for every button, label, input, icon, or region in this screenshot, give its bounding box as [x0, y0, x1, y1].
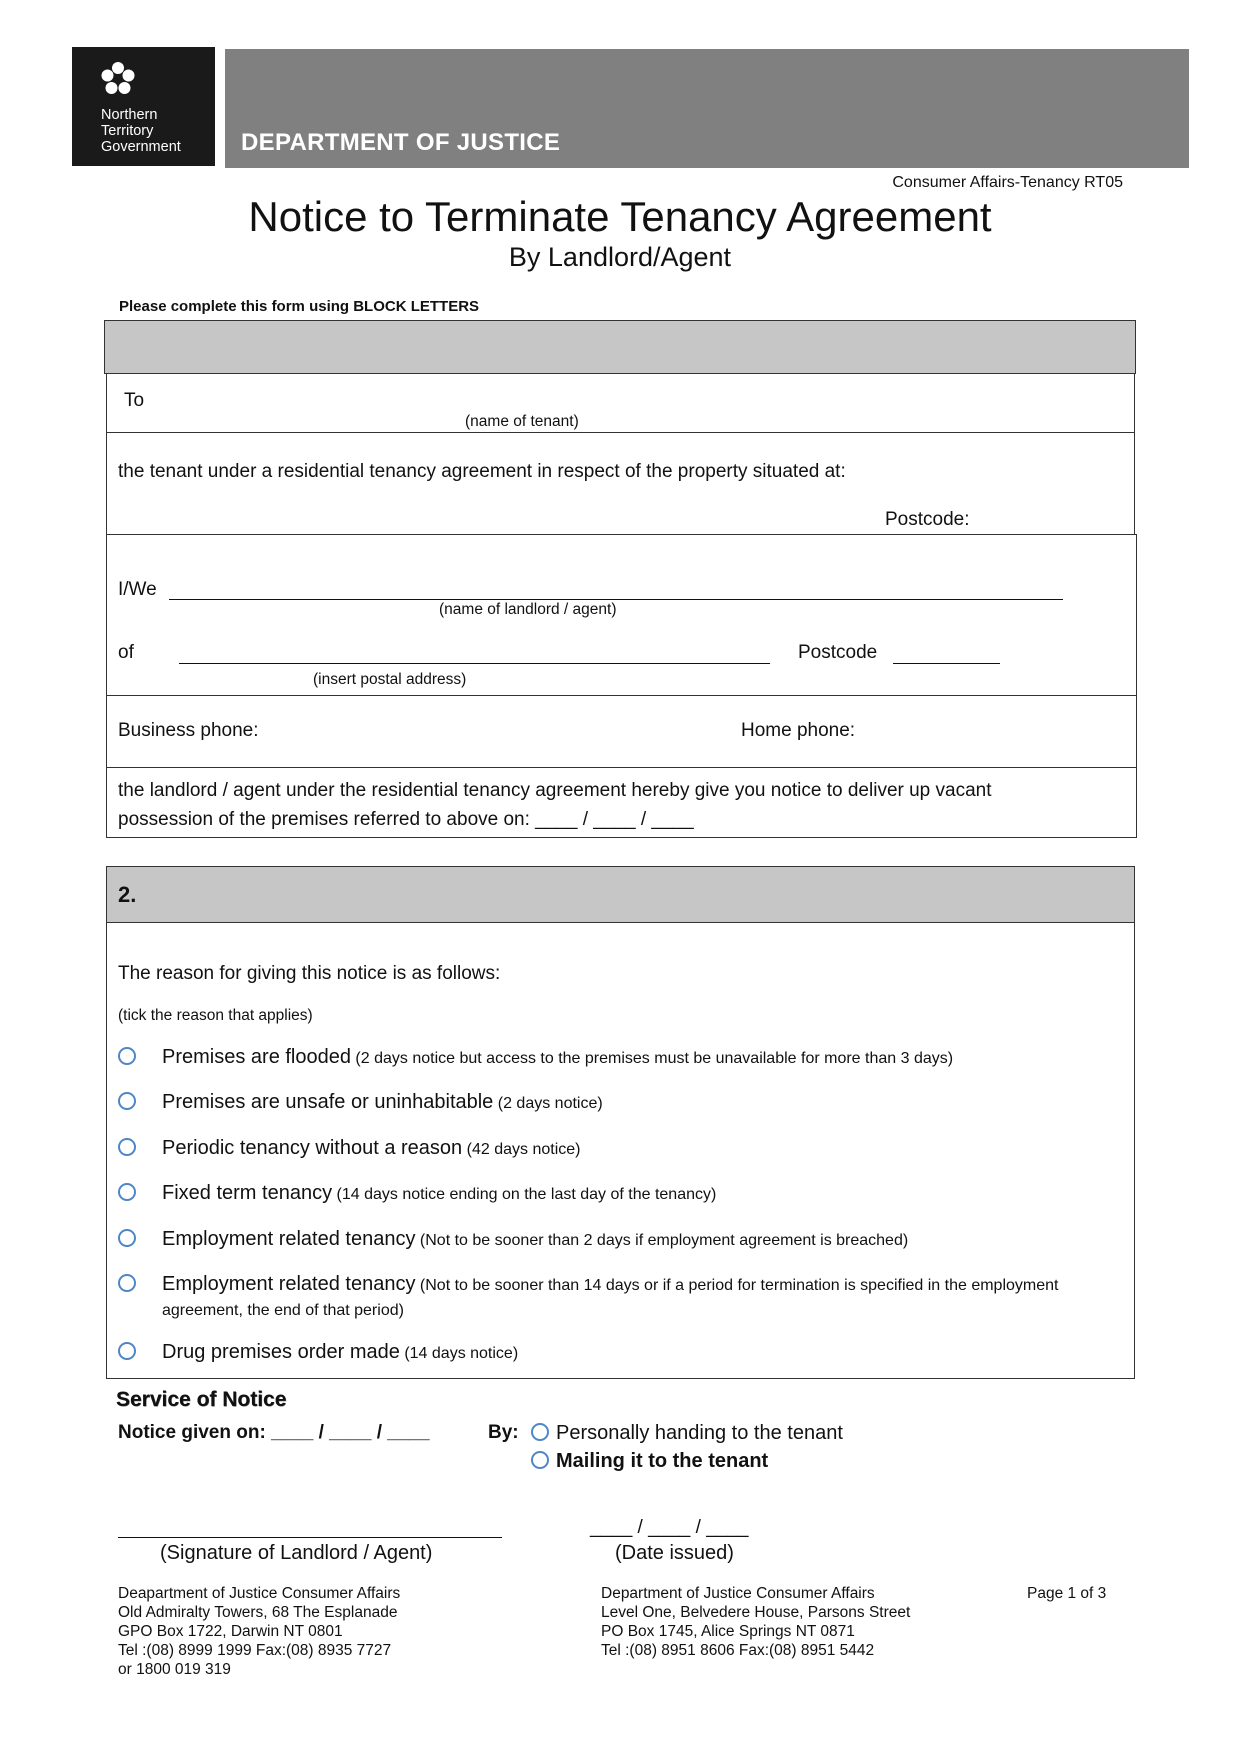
reason-note-continued: agreement, the end of that period) — [162, 1302, 404, 1319]
page-number: Page 1 of 3 — [1027, 1585, 1107, 1602]
logo-line: Northern — [101, 107, 158, 123]
service-radio-personal[interactable] — [531, 1423, 549, 1441]
postcode-label: Postcode: — [885, 509, 970, 530]
of-label: of — [118, 642, 134, 663]
reason-intro: The reason for giving this notice is as follows: — [118, 963, 501, 984]
landlord-name-field[interactable] — [169, 599, 1063, 600]
section1-header — [104, 320, 1136, 374]
date-issued-label: (Date issued) — [615, 1542, 734, 1564]
footer-line: Deapartment of Justice Consumer Affairs — [118, 1585, 401, 1602]
business-phone-label: Business phone: — [118, 720, 259, 741]
footer-line: Tel :(08) 8951 8606 Fax:(08) 8951 5442 — [601, 1642, 875, 1659]
reason-item — [162, 1046, 953, 1069]
logo-line: Territory — [101, 123, 154, 139]
reason-radio[interactable] — [118, 1229, 136, 1247]
home-phone-label: Home phone: — [741, 720, 856, 741]
phone-row[interactable] — [106, 695, 1137, 768]
reason-note: (14 days notice) — [399, 1345, 519, 1362]
postcode-field[interactable] — [893, 663, 1000, 664]
reason-note: (Not to be sooner than 14 days or if a period for termination is specified in the employment — [415, 1277, 1059, 1294]
reason-radio[interactable] — [118, 1274, 136, 1292]
footer-line: or 1800 019 319 — [118, 1661, 231, 1678]
reason-item — [162, 1228, 908, 1251]
footer-line: GPO Box 1722, Darwin NT 0801 — [118, 1623, 343, 1640]
date-issued-blank[interactable]: ____ / ____ / ____ — [590, 1517, 749, 1538]
signature-label: (Signature of Landlord / Agent) — [160, 1542, 433, 1564]
reason-item — [162, 1137, 580, 1160]
reason-item — [162, 1091, 603, 1114]
page-title: Notice to Terminate Tenancy Agreement — [248, 193, 992, 240]
section2-number: 2. — [118, 882, 137, 907]
reason-main: Drug premises order made — [162, 1341, 400, 1363]
reason-radio[interactable] — [118, 1047, 136, 1065]
postcode-label-2: Postcode — [798, 642, 878, 663]
signature-line[interactable] — [118, 1537, 502, 1538]
to-label: To — [124, 390, 145, 411]
footer-line: Level One, Belvedere House, Parsons Street — [601, 1604, 911, 1621]
reason-note: (2 days notice but access to the premises must be unavailable for more than 3 days) — [350, 1050, 954, 1067]
footer-line: Old Admiralty Towers, 68 The Esplanade — [118, 1604, 398, 1621]
department-title: DEPARTMENT OF JUSTICE — [241, 129, 561, 156]
name-of-tenant-caption: (name of tenant) — [465, 413, 579, 430]
reason-radio[interactable] — [118, 1092, 136, 1110]
by-label: By: — [488, 1422, 519, 1443]
reason-radio[interactable] — [118, 1183, 136, 1201]
reason-main: Employment related tenancy — [162, 1273, 416, 1295]
reason-main: Premises are unsafe or uninhabitable — [162, 1091, 494, 1113]
footer-line: Department of Justice Consumer Affairs — [601, 1585, 875, 1602]
reason-radio[interactable] — [118, 1138, 136, 1156]
reason-main: Premises are flooded — [162, 1046, 351, 1068]
service-radio-mail[interactable] — [531, 1451, 549, 1469]
footer-alice-springs-address — [601, 1584, 910, 1660]
tenant-statement: the tenant under a residential tenancy agreement in respect of the property situated at: — [118, 461, 846, 482]
logo-text — [101, 107, 181, 155]
name-of-landlord-caption: (name of landlord / agent) — [439, 601, 617, 618]
property-row[interactable] — [106, 432, 1135, 535]
service-heading: Service of Notice — [116, 1388, 287, 1411]
footer-darwin-address — [118, 1584, 400, 1679]
reason-note: (2 days notice) — [493, 1095, 603, 1112]
tick-note: (tick the reason that applies) — [118, 1007, 313, 1024]
notice-line-2[interactable]: possession of the premises referred to above on: ____ / ____ / ____ — [118, 809, 694, 830]
reason-main: Fixed term tenancy — [162, 1182, 333, 1204]
service-option-mail: Mailing it to the tenant — [556, 1450, 769, 1472]
flower-logo-icon — [100, 61, 136, 97]
postal-address-field[interactable] — [179, 663, 770, 664]
landlord-details-row — [106, 534, 1137, 696]
tenant-name-row[interactable] — [106, 373, 1135, 433]
notice-given-on[interactable]: Notice given on: ____ / ____ / ____ — [118, 1422, 430, 1443]
logo — [72, 47, 215, 166]
instruction-text: Please complete this form using BLOCK LETTERS — [119, 298, 480, 315]
form-code: Consumer Affairs-Tenancy RT05 — [892, 174, 1123, 191]
reason-item — [162, 1273, 1058, 1296]
logo-line: Government — [101, 139, 181, 155]
section2-header — [106, 866, 1135, 923]
department-banner — [225, 49, 1189, 168]
insert-postal-caption: (insert postal address) — [313, 671, 467, 688]
service-option-personal: Personally handing to the tenant — [556, 1422, 843, 1444]
page-subtitle: By Landlord/Agent — [508, 242, 732, 272]
reason-main: Periodic tenancy without a reason — [162, 1137, 463, 1159]
notice-row — [106, 767, 1137, 838]
reason-note: (42 days notice) — [462, 1141, 581, 1158]
footer-line: Tel :(08) 8999 1999 Fax:(08) 8935 7727 — [118, 1642, 392, 1659]
reason-item — [162, 1182, 716, 1205]
reason-radio[interactable] — [118, 1342, 136, 1360]
reason-note: (14 days notice ending on the last day of the tenancy) — [332, 1186, 717, 1203]
iwe-label: I/We — [118, 579, 157, 600]
notice-line-1: the landlord / agent under the residential tenancy agreement hereby give you notice to deliver up vacant — [118, 780, 992, 801]
reason-note: (Not to be sooner than 2 days if employment agreement is breached) — [415, 1232, 909, 1249]
reason-item — [162, 1341, 518, 1364]
reason-main: Employment related tenancy — [162, 1228, 416, 1250]
footer-line: PO Box 1745, Alice Springs NT 0871 — [601, 1623, 855, 1640]
